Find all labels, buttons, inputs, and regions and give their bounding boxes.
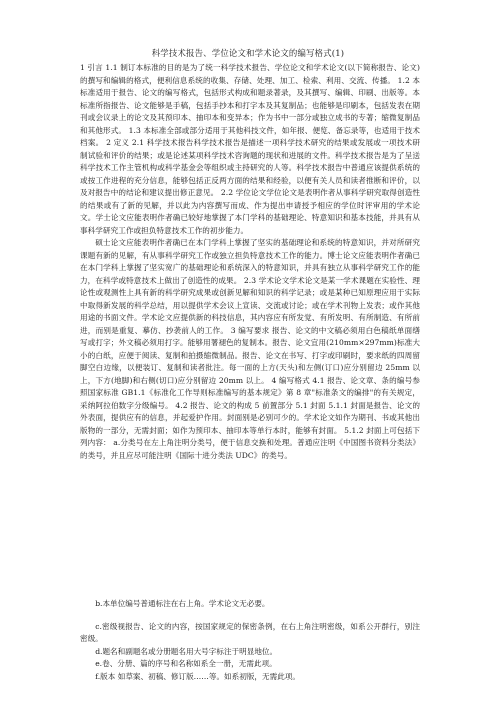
list-item: c.密级视报告、论文的内容，按国家规定的保密条例，在右上角注明密级，如系公开群行，别注密级。: [80, 621, 420, 643]
document-list: [80, 598, 420, 683]
document-title: 科学技术报告、学位论文和学术论文的编写格式(1): [151, 48, 345, 58]
list-item: d.题名和副题名或分册题名用大号字标注于明显地位。: [95, 646, 278, 656]
document-body: [80, 62, 420, 462]
paragraph: 1 引言 1.1 制订本标准的目的是为了统一科学技术报告、学位论文和学术论文(以下简称报告、论文)的撰写和编辑的格式，便利信息系统的收集、存储、处理、加工、检索、利用、交流、传播。 1.2 本标准适用于报告、论文的编写格式，包括形式构成和题录著录，及其撰写、编辑、印刷、出版等。本标准所指报告、论文能够是手稿，包括手抄本和打字本及其复制品；也能够是印刷本，包括发表在期刊或会议录上的论文及其预印本、抽印本和变异本；作为书中一部分或独立成书的专著；缩微复制品和其他形式。 1.3 本标准全部或部分适用于其他科技文件，如年报、便览、备忘录等，也适用于技术档案。 2 定义 2.1 科学技术报告科学技术报告是描述一项科学技术研究的结果或发展或一项技术研制试验和评价的结果；或是论述某项科学技术咨询题的现状和进展的文件。科学技术报告是为了呈送科学技术工作主管机构或科学基金会等组织或主持研究的人等。科学技术报告中普通应该提供系统的或按工作进程的充分信息，能够包括正反两方面的结果和经验，以便有关人员和读者推断和评价，以及对报告中的结论和建议提出修正意见。 2.2 学位论文学位论文是表明作者从事科学研究取得创造性的结果或有了新的见解，并以此为内容撰写而成、作为提出申请授予相应的学位时评审用的学术论文。学士论文应能表明作者确已较好地掌握了本门学科的基础理论、特意知识和基本技能，并具有从事科学研究工作或担负特意技术工作的初步能力。: [80, 63, 420, 235]
list-item: b.本单位编号普通标注在右上角。学术论文无必要。: [95, 599, 270, 608]
list-item: e.卷、分册、篇的序号和名称如系全一册，无需此项。: [95, 659, 277, 668]
list-item: f.版本 如草案、初稿、修订版……等。如系初版，无需此项。: [95, 671, 300, 681]
paragraph: 硕士论文应能表明作者确已在本门学科上掌握了坚实的基础理论和系统的特意知识，并对所研究课题有新的见解，有从事科学研究工作或独立担负特意技术工作的能力。博士论文应能表明作者确已在本门学科上掌握了坚实宽广的基础理论和系统深入的特意知识，并具有独立从事科学研究工作的能力，在科学或特意技术上做出了创造性的成果。 2.3 学术论文学术论文是某一学术课题在实验性、理论性或观测性上具有新的科学研究成果或创新见解和知识的科学记录；或是某种已知原理应用于实际中取得新发展的科学总结，用以提供学术会议上宣读、交流或讨论；或在学术刊物上发表；或作其他用途的书面文件。学术论文应提供新的科技信息，其内容应有所发觉、有所发明、有所制造、有所前进，而别是重复、摹仿、抄袭前人的工作。 3 编写要求 报告、论文的中文稿必须用白色稿纸单面缮写或打字；外文稿必须用打字。能够用署褪色的复制本。报告、论文宜用(210mm×297mm)标准大小的白纸，应便于阅读、复制和拍摄缩微制品。报告、论文在书写、打字或印刷时，要求纸的四周留脚空白边缘，以便装订、复制和读者批注。每一面的上方(天头)和左侧(订口)应分别留边 25mm 以上，下方(地脚)和右侧(切口)应分别留边 20mm 以上。 4 编写格式 4.1 报告、论文章、条的编号参照国家标准 GB1.1《标准化工作导则标准编写的基本规定》第 8 章"标准条文的编排"的有关规定，采纳阿拉伯数字分级编号。 4.2 报告、论文的构成 5 前置部分 5.1 封面 5.1.1 封面是报告、论文的外表面，提供应有的信息，并起爱护作用。封面别是必别可少的。学术论文如作为期刊、书或其他出版物的一部分，无需封面；如作为预印本、抽印本等单行本时，能够有封面。 5.1.2 封面上可包括下列内容： a.分类号在左上角注明分类号，便于信息交换和处理。普通应注明《中国图书资料分类法》的类号，并且应尽可能注明《国际十进分类法 UDC》的类号。: [80, 238, 420, 460]
